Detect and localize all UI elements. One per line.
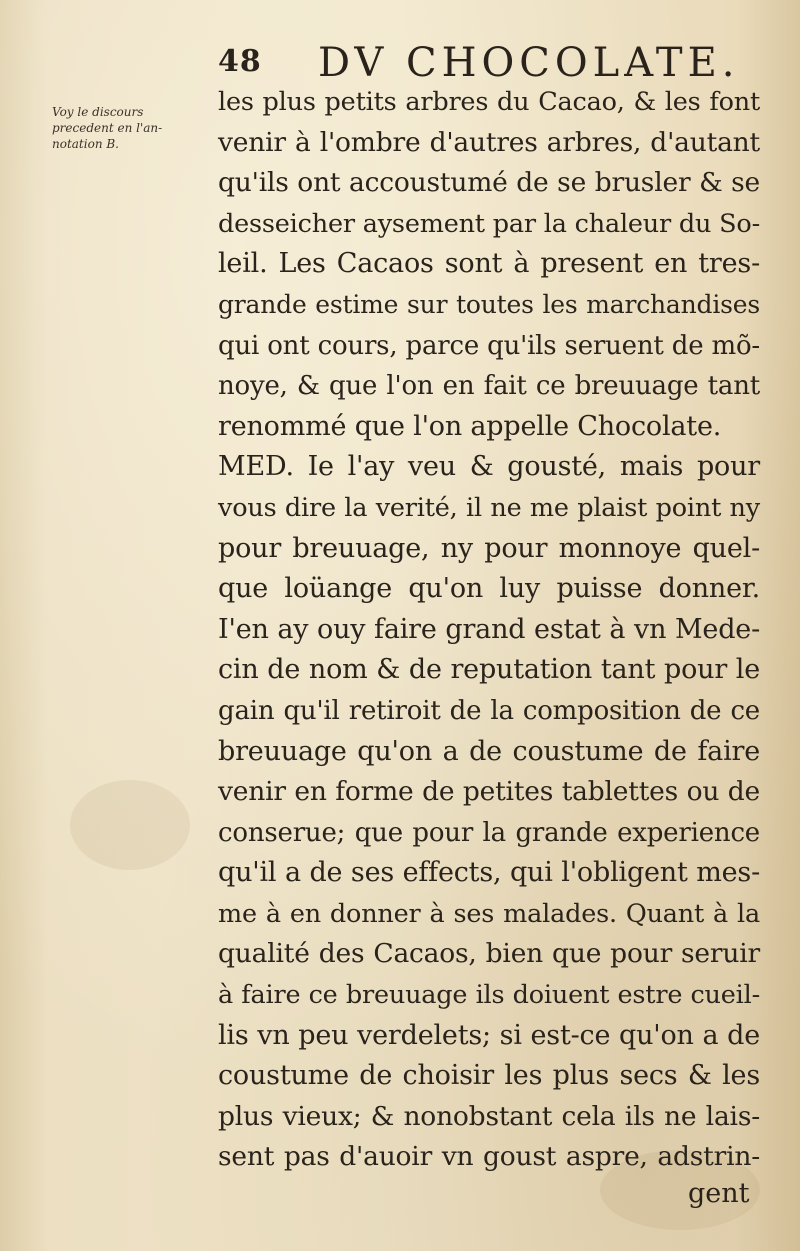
margin-note xyxy=(52,104,212,152)
text-line: desseicher aysement par la chaleur du So- xyxy=(218,208,761,239)
text-line: noye, & que l'on en fait ce breuuage tant xyxy=(218,371,760,402)
text-line: que loüange qu'on luy puisse donner. xyxy=(218,573,760,605)
text-line: venir à l'ombre d'autres arbres, d'autant xyxy=(218,126,760,158)
page-number: 48 xyxy=(218,44,262,79)
text-line: pour breuuage, ny pour monnoye quel- xyxy=(218,532,760,564)
text-line: vous dire la verité, il ne me plaist point ny xyxy=(218,492,760,523)
text-line: MED. Ie l'ay veu & gousté, mais pour xyxy=(218,451,760,483)
text-line: lis vn peu verdelets; si est-ce qu'on a de xyxy=(218,1019,760,1051)
margin-note-line: Voy le discours xyxy=(52,105,144,119)
body-text xyxy=(218,82,760,1178)
text-line: qu'il a de ses effects, qui l'obligent mes- xyxy=(218,857,760,889)
running-head: DV CHOCOLATE. xyxy=(318,40,740,86)
text-line: à faire ce breuuage ils doiuent estre cueil- xyxy=(218,980,760,1011)
text-line: me à en donner à ses malades. Quant à la xyxy=(218,898,760,929)
text-line: coustume de choisir les plus secs & les xyxy=(218,1060,760,1092)
text-line: grande estime sur toutes les marchandises xyxy=(218,289,760,319)
text-line: breuuage qu'on a de coustume de faire xyxy=(218,735,760,767)
text-line: leil. Les Cacaos sont à present en tres- xyxy=(218,248,760,280)
text-line: I'en ay ouy faire grand estat à vn Mede- xyxy=(218,613,760,645)
text-line: renommé que l'on appelle Chocolate. xyxy=(218,410,722,442)
text-line: conserue; que pour la grande experience xyxy=(218,817,760,848)
text-line: qualité des Cacaos, bien que pour seruir xyxy=(218,938,760,970)
catchword: gent xyxy=(688,1178,750,1209)
text-line: gain qu'il retiroit de la composition de ce xyxy=(218,695,760,726)
text-line: sent pas d'auoir vn goust aspre, adstrin- xyxy=(218,1141,760,1173)
text-line: plus vieux; & nonobstant cela ils ne lais- xyxy=(218,1100,760,1132)
paper-stain xyxy=(70,780,190,870)
text-line: qui ont cours, parce qu'ils seruent de mõ- xyxy=(218,330,760,361)
margin-note-line: notation B. xyxy=(52,137,119,151)
text-line: venir en forme de petites tablettes ou de xyxy=(218,776,760,808)
text-line: cin de nom & de reputation tant pour le xyxy=(218,654,760,686)
margin-note-line: precedent en l'an- xyxy=(52,121,163,135)
text-line: qu'ils ont accoustumé de se brusler & se xyxy=(218,167,760,199)
text-line: les plus petits arbres du Cacao, & les font xyxy=(218,87,760,117)
